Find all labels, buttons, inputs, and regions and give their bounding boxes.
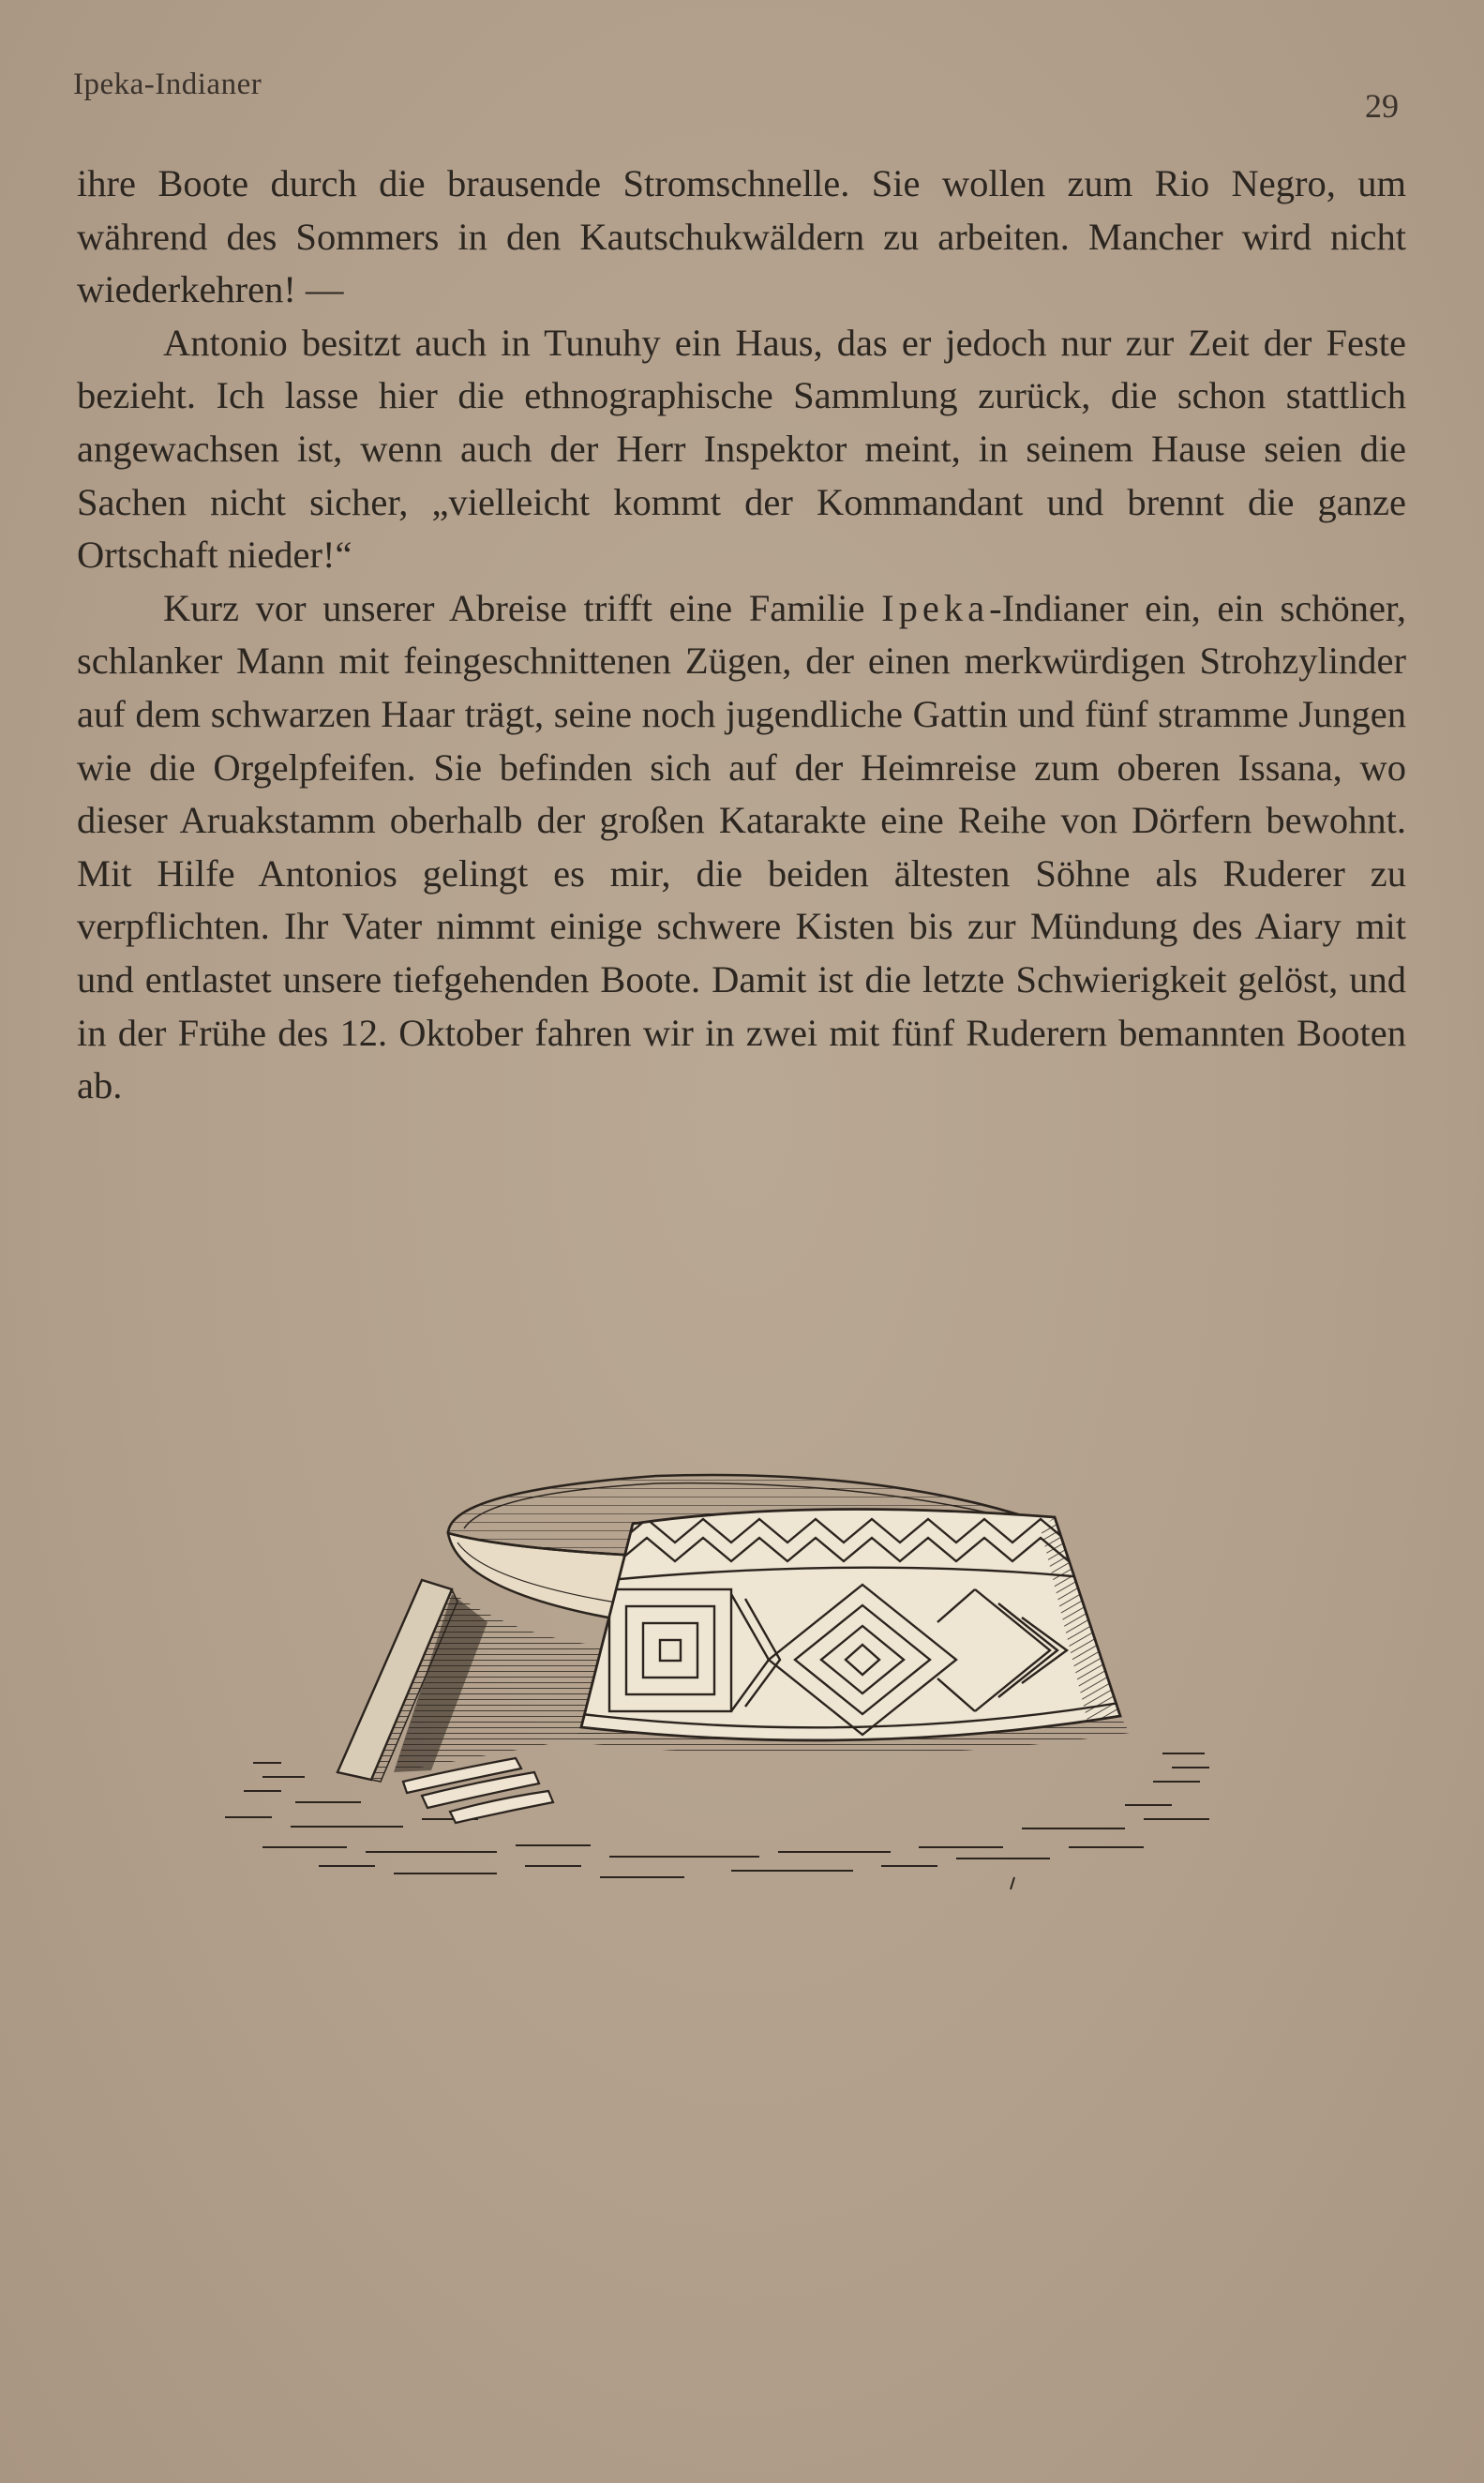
tribe-name-spaced: Ipeka <box>881 586 990 629</box>
running-title: Ipeka-Indianer <box>73 68 262 101</box>
pottery-illustration-icon <box>206 1378 1275 1904</box>
page-number: 29 <box>1365 87 1399 125</box>
decorated-pot <box>574 1509 1130 1754</box>
paragraph-3-before: Kurz vor unserer Abreise trifft eine Familie <box>163 586 865 629</box>
paragraph-3 <box>77 582 1406 1113</box>
paragraph-3-after: -Indianer ein, ein schöner, schlanker Mann mit feingeschnittenen Zügen, der einen merkwürdigen Strohzylinder auf dem schwarzen Haar trägt, seine noch jugendliche Gattin und fünf stramme Jungen wie die Orgelpfeifen. Sie befinden sich auf der Heimreise zum oberen Issana, wo dieser Aruakstamm oberhalb der großen Katarakte eine Reihe von Dörfern bewohnt. Mit Hilfe Antonios gelingt es mir, die beiden ältesten Söhne als Ruderer zu verpflichten. Ihr Vater nimmt einige schwere Kisten bis zur Mündung des Aiary mit und entlastet unsere tiefgehenden Boote. Damit ist die letzte Schwierigkeit gelöst, und in der Frühe des 12. Oktober fahren wir in zwei mit fünf Ruderern bemannten Booten ab. <box>77 586 1406 1107</box>
pottery-illustration <box>206 1378 1275 1904</box>
paragraph-1: ihre Boote durch die brausende Stromschnelle. Sie wollen zum Rio Negro, um während des Sommers in den Kautschukwäldern zu arbeiten. Mancher wird nicht wiederkehren! — <box>77 162 1406 311</box>
paragraph-2: Antonio besitzt auch in Tunuhy ein Haus, das er jedoch nur zur Zeit der Feste bezieht. Ich lasse hier die ethnographische Sammlung zurück, die schon stattlich angewachsen ist, wenn auch der Herr Inspektor meint, in seinem Hause seien die Sachen nicht sicher, „vielleicht kommt der Kommandant und brennt die ganze Ortschaft nieder!“ <box>77 321 1406 577</box>
body-text <box>77 158 1406 1113</box>
